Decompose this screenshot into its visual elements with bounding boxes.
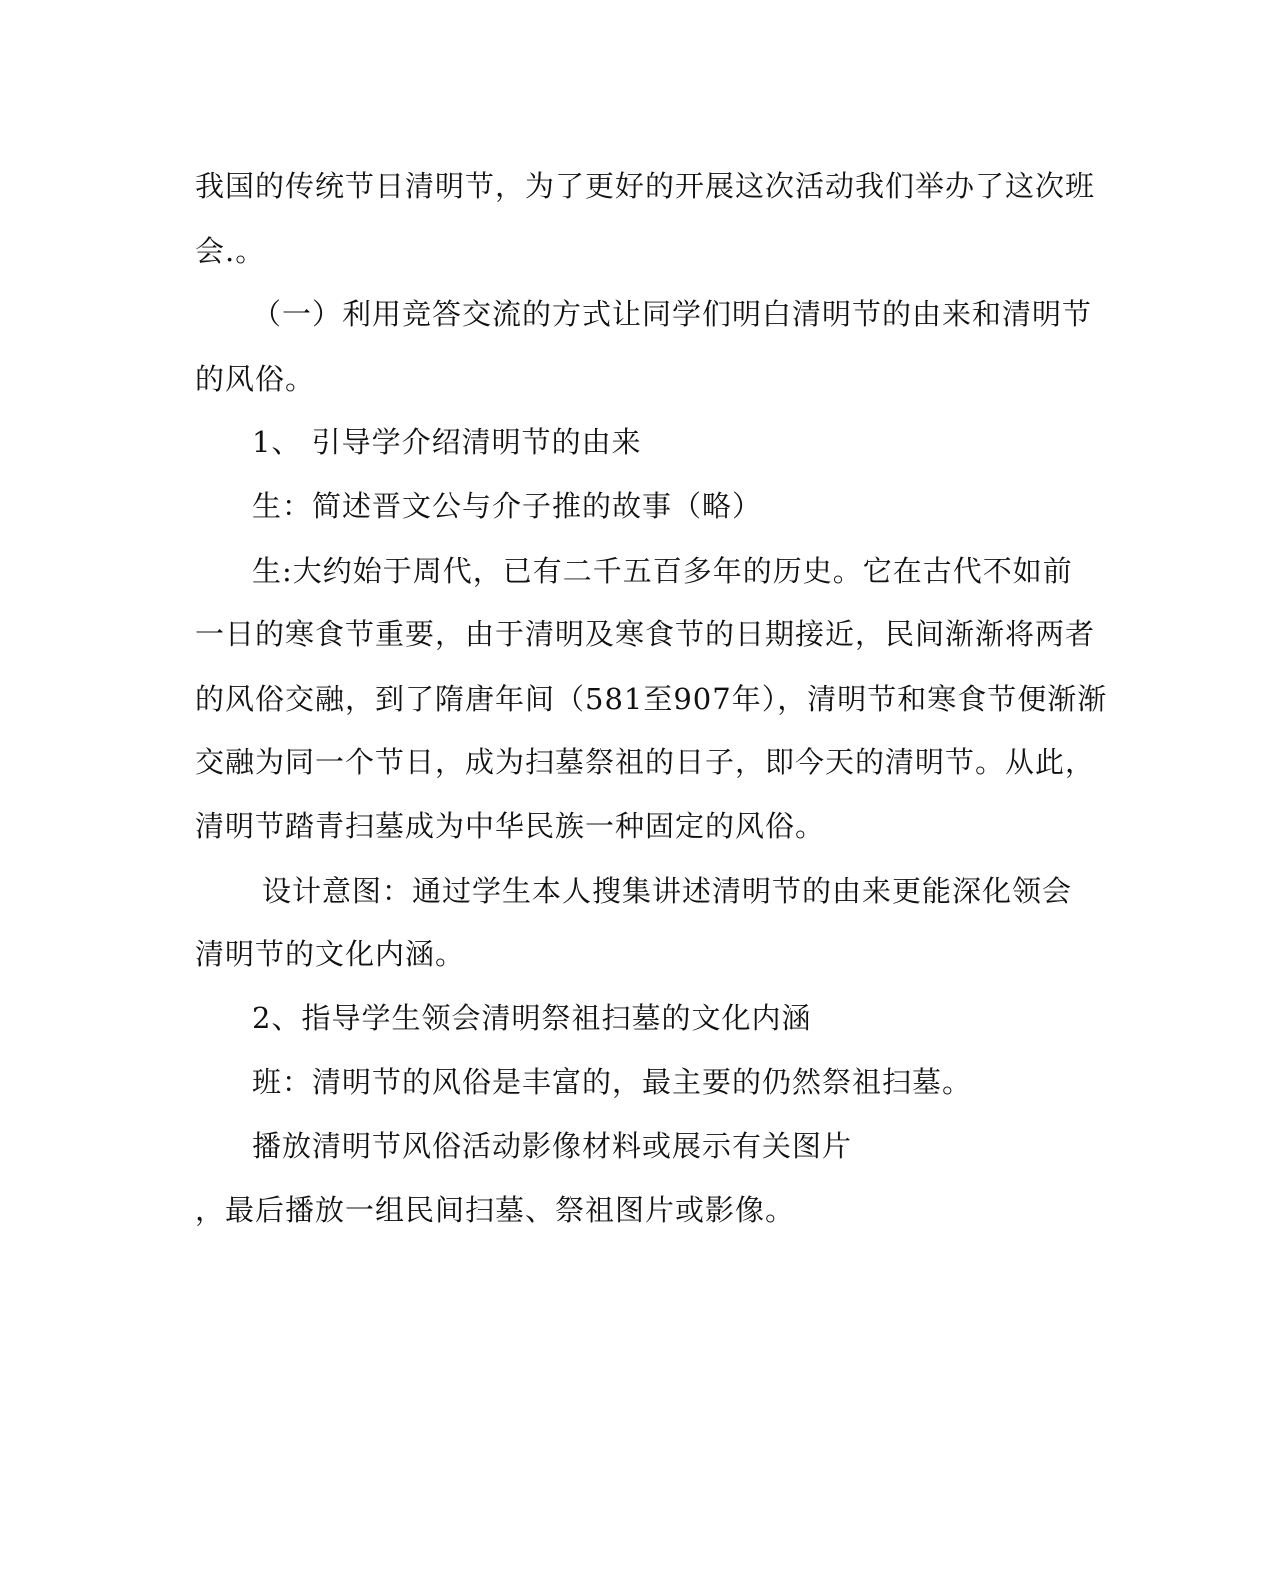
section-heading: （一）利用竞答交流的方式让同学们明白清明节的由来和清明节: [252, 297, 1093, 331]
text-line: 的风俗。: [195, 362, 316, 396]
text-line: 的风俗交融，到了隋唐年间（581至907年），清明节和寒食节便渐渐: [195, 682, 1108, 716]
text-line: 一日的寒食节重要，由于清明及寒食节的日期接近，民间渐渐将两者: [195, 617, 1096, 651]
design-intent-line: 设计意图：通过学生本人搜集讲述清明节的由来更能深化领会: [262, 874, 1073, 908]
numbered-item: 2、指导学生领会清明祭祖扫墓的文化内涵: [252, 1001, 812, 1035]
text-line: 生:大约始于周代，已有二千五百多年的历史。它在古代不如前: [252, 554, 1073, 588]
text-line: 我国的传统节日清明节，为了更好的开展这次活动我们举办了这次班: [195, 169, 1096, 203]
text-line: 清明节踏青扫墓成为中华民族一种固定的风俗。: [195, 809, 826, 843]
numbered-item: 1、 引导学介绍清明节的由来: [252, 425, 642, 459]
text-line: 交融为同一个节日，成为扫墓祭祖的日子，即今天的清明节。从此，: [195, 745, 1096, 779]
text-line: 会.。: [195, 234, 266, 268]
text-line: 生：简述晋文公与介子推的故事（略）: [252, 489, 763, 523]
text-line: ，最后播放一组民间扫墓、祭祖图片或影像。: [195, 1193, 796, 1227]
text-line: 播放清明节风俗活动影像材料或展示有关图片: [252, 1129, 853, 1163]
text-line: 班：清明节的风俗是丰富的，最主要的仍然祭祖扫墓。: [252, 1065, 973, 1099]
text-line: 清明节的文化内涵。: [195, 937, 466, 971]
